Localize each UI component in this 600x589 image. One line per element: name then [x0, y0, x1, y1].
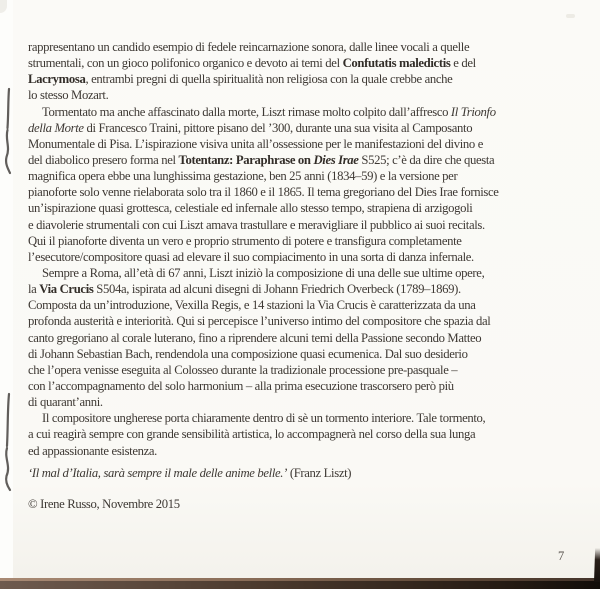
text-line	[28, 265, 588, 281]
text-run: l’esecutore/compositore quasi ad elevare il suo compiacimento in una sorta di danza infernale.	[28, 249, 474, 264]
text-line	[28, 378, 588, 394]
text-run: e del	[450, 56, 476, 71]
paragraph	[28, 104, 588, 265]
text-run: di Francesco Traini, pittore pisano del ’300, durante una sua visita al Camposanto	[83, 120, 473, 135]
text-run: rappresentano un candido esempio di fedele reincarnazione sonora, dalle linee vocali a quelle	[28, 40, 470, 54]
text-run: Qui il pianoforte diventa un vero e proprio strumento di potere e transfigura completamente	[28, 233, 462, 248]
text-run: lo stesso Mozart.	[28, 88, 109, 103]
text-line	[28, 426, 588, 442]
text-run: di Johann Sebastian Bach, rendendola una composizione quasi ecumenica. Dal suo desiderio	[28, 346, 468, 361]
text-run: la	[28, 282, 40, 297]
text-run: strumentali, con un gioco polifonico organico e devoto ai temi del	[28, 56, 343, 71]
text-run: S525; c’è da dire che questa	[358, 152, 495, 167]
body-text	[28, 39, 588, 512]
paragraphs-container	[28, 39, 588, 459]
page-number: 7	[558, 549, 565, 563]
text-run: Lacrymosa	[28, 72, 86, 87]
text-run: con l’accompagnamento del solo harmonium – alla prima esecuzione trascorsero però più	[28, 378, 454, 393]
paragraph	[28, 265, 588, 410]
text-run: del diabolico presero forma nel	[28, 152, 179, 167]
text-line	[28, 330, 588, 346]
copyright-line: © Irene Russo, Novembre 2015	[28, 496, 180, 511]
text-line	[28, 200, 588, 216]
text-run: Totentanz: Paraphrase on	[178, 152, 314, 167]
text-line	[28, 394, 588, 410]
text-run: Il Trionfo	[450, 104, 496, 119]
text-run: che l’opera venisse eseguita al Colosseo durante la tradizionale processione pre-pasquale –	[28, 362, 458, 377]
text-run: ‘Il mal d’Italia, sarà sempre il male delle anime belle.’	[28, 465, 287, 480]
text-line	[28, 55, 588, 71]
text-run: Via Crucis	[39, 282, 94, 297]
text-run: Tormentato ma anche affascinato dalla morte, Liszt rimase molto colpito dall’affresco	[42, 104, 451, 119]
right-corner-shadow	[594, 548, 600, 582]
text-run: magnifica opera ebbe una lunghissima gestazione, ben 25 anni (1834–59) e la versione per	[28, 169, 458, 184]
text-run: a cui reagirà sempre con grande sensibilità artistica, lo accompagnerà nel corso della sua lunga	[28, 427, 476, 442]
text-run: , entrambi pregni di quella spiritualità non religiosa con la quale crebbe anche	[85, 72, 453, 87]
text-line	[28, 346, 588, 362]
text-run: pianoforte solo venne rielaborata solo tra il 1860 e il 1865. Il tema gregoriano del Dies Irae fornisce	[28, 185, 499, 200]
text-run: Il compositore ungherese porta chiaramente dentro di sè un tormento interiore. Tale tormento,	[42, 411, 486, 426]
binding-mark-icon	[1, 86, 15, 181]
text-line	[28, 39, 588, 55]
text-run: canto gregoriano al corale luterano, fino a riprendere alcuni temi della Passione secondo Matteo	[28, 330, 482, 345]
text-line	[28, 281, 588, 297]
bottom-page-edge	[0, 578, 600, 589]
text-run: e diavolerie strumentali con cui Liszt amava trastullare e meravigliare il pubblico ai suoi recitals.	[28, 217, 485, 232]
text-line	[28, 168, 588, 184]
text-run: un’ispirazione quasi grottesca, celestiale ed infernale allo stesso tempo, strapiena di arzigogoli	[28, 201, 473, 216]
scan-speck	[566, 14, 575, 18]
text-line	[28, 233, 588, 249]
text-run: Sempre a Roma, all’età di 67 anni, Liszt iniziò la composizione di una delle sue ultime opere,	[42, 265, 485, 280]
paragraph	[28, 39, 588, 104]
text-line	[28, 443, 588, 459]
text-line	[28, 410, 588, 426]
text-line	[28, 120, 588, 136]
text-line	[28, 104, 588, 120]
text-line	[28, 152, 588, 168]
text-line	[28, 71, 588, 87]
text-line	[28, 362, 588, 378]
bottom-edge-shadow	[0, 581, 600, 589]
text-run: Dies Irae	[313, 152, 359, 167]
text-run: profonda austerità e interiorità. Qui si percepisce l’universo intimo del compositore che spazia dal	[28, 314, 491, 329]
text-run: della Morte	[28, 120, 84, 135]
text-run: Monumentale di Pisa. L’ispirazione visiva unita all’ossessione per le manifestazioni del divino e	[28, 136, 483, 151]
text-run: (Franz Liszt)	[287, 465, 352, 480]
text-run: Composta da un’introduzione, Vexilla Regis, e 14 stazioni la Via Crucis è caratterizzata da una	[28, 298, 476, 313]
text-line	[28, 217, 588, 233]
text-line	[28, 249, 588, 265]
text-line	[28, 313, 588, 329]
binding-mark-icon	[1, 391, 15, 498]
quote-line	[28, 465, 588, 481]
text-line	[28, 297, 588, 313]
text-line	[28, 87, 588, 103]
text-line	[28, 184, 588, 200]
text-line	[28, 136, 588, 152]
paragraph	[28, 410, 588, 458]
text-run: Confutatis maledictis	[342, 56, 451, 71]
text-run: S504a, ispirata ad alcuni disegni di Johann Friedrich Overbeck (1789–1869).	[93, 282, 461, 297]
text-run: di quarant’anni.	[28, 395, 103, 410]
text-run: ed appassionante esistenza.	[28, 443, 158, 458]
